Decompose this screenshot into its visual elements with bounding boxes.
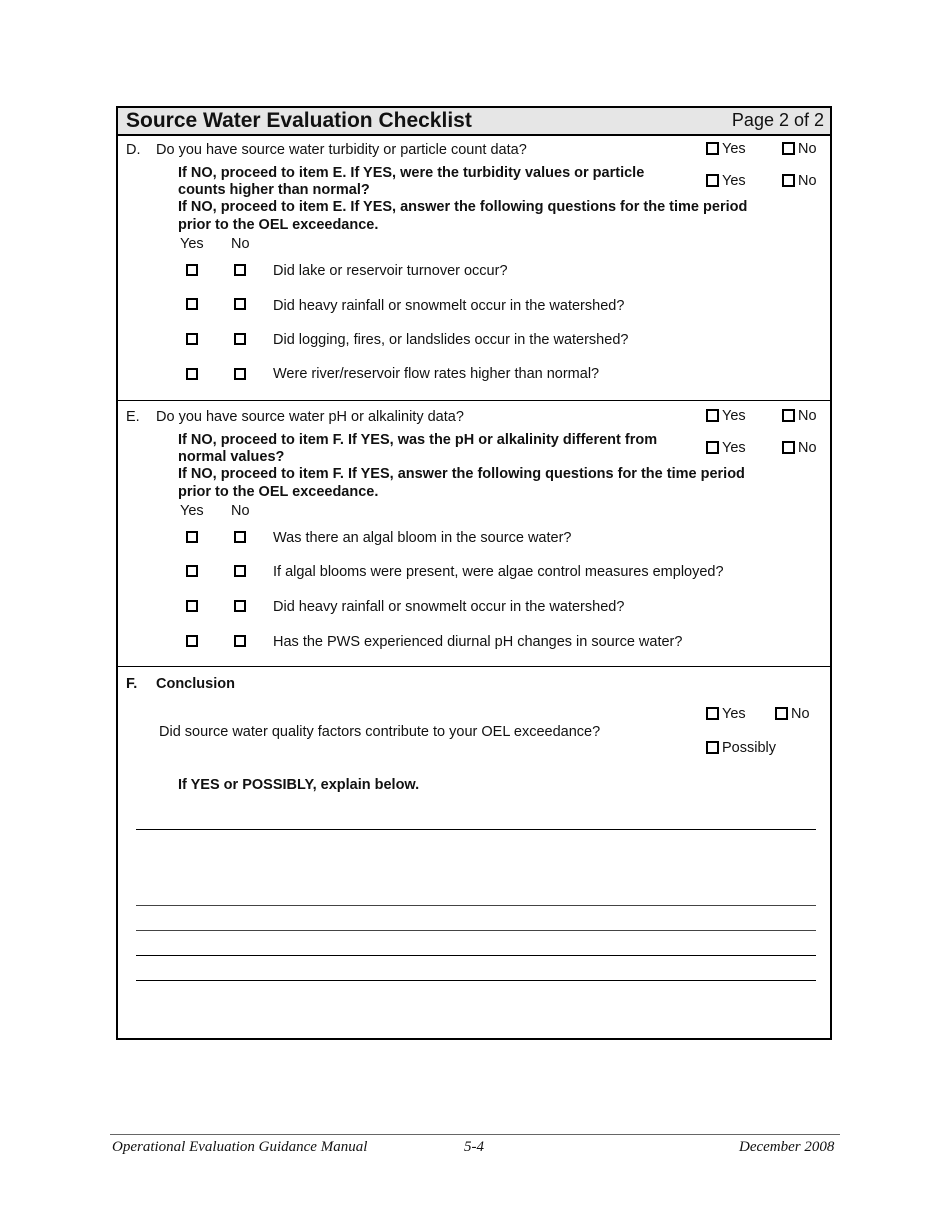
d-item-3-no-checkbox[interactable] xyxy=(234,333,246,345)
checkbox[interactable] xyxy=(706,174,719,187)
title-bar xyxy=(118,108,830,136)
section-divider xyxy=(118,400,830,401)
e-item-1-label: Was there an algal bloom in the source water? xyxy=(273,530,572,546)
d-item-2-label: Did heavy rainfall or snowmelt occur in the watershed? xyxy=(273,298,625,314)
section-d-letter: D. xyxy=(126,142,141,158)
section-divider xyxy=(118,666,830,667)
e-item-4-no-checkbox[interactable] xyxy=(234,635,246,647)
e-item-1-yes-checkbox[interactable] xyxy=(186,531,198,543)
form-title: Source Water Evaluation Checklist xyxy=(126,109,472,132)
d-item-4-yes-checkbox[interactable] xyxy=(186,368,198,380)
checkbox[interactable] xyxy=(706,142,719,155)
checklist-form xyxy=(116,106,832,1040)
e-item-3-no-checkbox[interactable] xyxy=(234,600,246,612)
section-e-no-option[interactable]: No xyxy=(782,408,817,424)
section-d-no-option[interactable]: No xyxy=(782,141,817,157)
page-indicator: Page 2 of 2 xyxy=(731,110,824,130)
conclusion-question: Did source water quality factors contribute to your OEL exceedance? xyxy=(159,724,601,740)
explanation-line[interactable] xyxy=(136,905,816,906)
checkbox[interactable] xyxy=(706,707,719,720)
section-e-followup-2: If NO, proceed to item F. If YES, answer the following questions for the time period xyxy=(178,466,745,482)
conclusion-no-option[interactable]: No xyxy=(775,706,810,722)
e-item-4-label: Has the PWS experienced diurnal pH changes in source water? xyxy=(273,634,683,650)
e-item-2-no-checkbox[interactable] xyxy=(234,565,246,577)
footer-date: December 2008 xyxy=(739,1139,835,1155)
conclusion-possibly-option[interactable]: Possibly xyxy=(706,740,776,756)
d-item-1-no-checkbox[interactable] xyxy=(234,264,246,276)
e-item-3-label: Did heavy rainfall or snowmelt occur in the watershed? xyxy=(273,599,625,615)
checkbox[interactable] xyxy=(782,174,795,187)
section-e-letter: E. xyxy=(126,409,140,425)
d-item-2-no-checkbox[interactable] xyxy=(234,298,246,310)
e-item-3-yes-checkbox[interactable] xyxy=(186,600,198,612)
d-item-4-no-checkbox[interactable] xyxy=(234,368,246,380)
section-e-question: Do you have source water pH or alkalinity data? xyxy=(156,409,464,425)
footer-rule xyxy=(110,1134,840,1135)
footer-manual-title: Operational Evaluation Guidance Manual xyxy=(112,1139,368,1155)
section-d-followup-1b: counts higher than normal? xyxy=(178,182,370,198)
section-d-followup-1: If NO, proceed to item E. If YES, were the turbidity values or particle xyxy=(178,165,645,181)
e-item-2-yes-checkbox[interactable] xyxy=(186,565,198,577)
section-e-different-no-option[interactable]: No xyxy=(782,440,817,456)
explanation-line[interactable] xyxy=(136,980,816,981)
checkbox[interactable] xyxy=(706,741,719,754)
d-item-4-label: Were river/reservoir flow rates higher than normal? xyxy=(273,366,600,382)
explanation-line[interactable] xyxy=(136,829,816,830)
e-item-1-no-checkbox[interactable] xyxy=(234,531,246,543)
section-d-followup-2: If NO, proceed to item E. If YES, answer the following questions for the time period xyxy=(178,199,748,215)
d-item-1-label: Did lake or reservoir turnover occur? xyxy=(273,263,508,279)
section-e-followup-1: If NO, proceed to item F. If YES, was the pH or alkalinity different from xyxy=(178,432,658,448)
section-e-different-yes-option[interactable]: Yes xyxy=(706,440,746,456)
section-d-higher-yes-option[interactable]: Yes xyxy=(706,173,746,189)
explanation-line[interactable] xyxy=(136,955,816,956)
checkbox[interactable] xyxy=(782,409,795,422)
section-d-no-column-header: No xyxy=(231,236,250,252)
conclusion-yes-option[interactable]: Yes xyxy=(706,706,746,722)
checkbox[interactable] xyxy=(782,142,795,155)
section-f-heading: Conclusion xyxy=(156,676,235,692)
d-item-3-yes-checkbox[interactable] xyxy=(186,333,198,345)
e-item-4-yes-checkbox[interactable] xyxy=(186,635,198,647)
checkbox[interactable] xyxy=(706,441,719,454)
section-d-higher-no-option[interactable]: No xyxy=(782,173,817,189)
explanation-line[interactable] xyxy=(136,930,816,931)
section-d-followup-2b: prior to the OEL exceedance. xyxy=(178,217,379,233)
checkbox[interactable] xyxy=(706,409,719,422)
checkbox[interactable] xyxy=(782,441,795,454)
section-d-yes-column-header: Yes xyxy=(180,236,204,252)
section-e-yes-column-header: Yes xyxy=(180,503,204,519)
section-e-followup-2b: prior to the OEL exceedance. xyxy=(178,484,379,500)
conclusion-instruction: If YES or POSSIBLY, explain below. xyxy=(178,777,420,793)
d-item-3-label: Did logging, fires, or landslides occur in the watershed? xyxy=(273,332,629,348)
checkbox[interactable] xyxy=(775,707,788,720)
section-e-yes-option[interactable]: Yes xyxy=(706,408,746,424)
section-d-question: Do you have source water turbidity or particle count data? xyxy=(156,142,527,158)
section-f-letter: F. xyxy=(126,676,138,692)
section-d-yes-option[interactable]: Yes xyxy=(706,141,746,157)
e-item-2-label: If algal blooms were present, were algae control measures employed? xyxy=(273,564,724,580)
section-e-followup-1b: normal values? xyxy=(178,449,285,465)
footer-page-number: 5-4 xyxy=(464,1139,484,1155)
d-item-2-yes-checkbox[interactable] xyxy=(186,298,198,310)
d-item-1-yes-checkbox[interactable] xyxy=(186,264,198,276)
section-e-no-column-header: No xyxy=(231,503,250,519)
